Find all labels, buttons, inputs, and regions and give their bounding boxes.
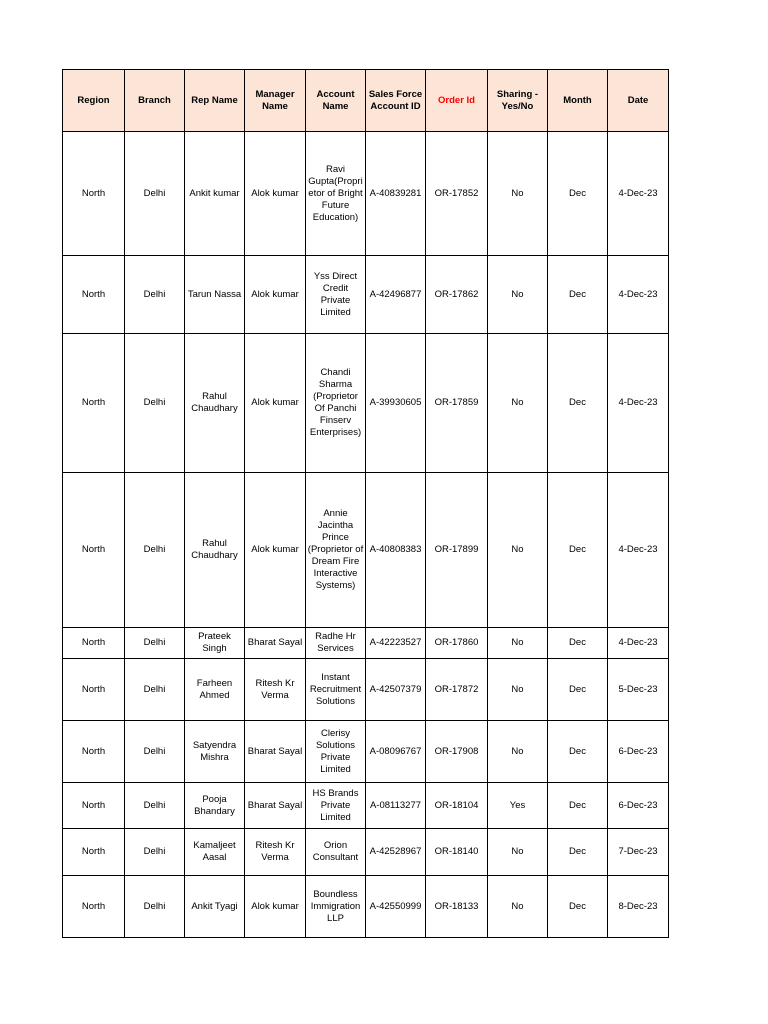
cell-rep-name: Rahul Chaudhary <box>185 334 245 473</box>
cell-region: North <box>63 132 125 256</box>
cell-branch: Delhi <box>125 659 185 721</box>
cell-date: 4-Dec-23 <box>608 628 669 659</box>
cell-sales-force-account-id: A-42550999 <box>366 876 426 938</box>
cell-account-name: Orion Consultant <box>306 829 366 876</box>
cell-sharing: No <box>488 334 548 473</box>
cell-sharing: No <box>488 659 548 721</box>
cell-month: Dec <box>548 473 608 628</box>
cell-manager-name: Bharat Sayal <box>245 721 306 783</box>
table-row <box>63 132 669 256</box>
table-row <box>63 256 669 334</box>
cell-manager-name: Ritesh Kr Verma <box>245 829 306 876</box>
cell-branch: Delhi <box>125 473 185 628</box>
cell-sales-force-account-id: A-42496877 <box>366 256 426 334</box>
table-row <box>63 473 669 628</box>
cell-order-id: OR-18104 <box>426 783 488 829</box>
cell-manager-name: Alok kumar <box>245 876 306 938</box>
header-rep-name: Rep Name <box>185 70 245 132</box>
cell-rep-name: Ankit kumar <box>185 132 245 256</box>
cell-sales-force-account-id: A-08113277 <box>366 783 426 829</box>
orders-table <box>62 69 669 938</box>
table-body <box>63 132 669 938</box>
cell-sharing: No <box>488 721 548 783</box>
cell-date: 8-Dec-23 <box>608 876 669 938</box>
cell-manager-name: Alok kumar <box>245 334 306 473</box>
cell-account-name: Radhe Hr Services <box>306 628 366 659</box>
table-row <box>63 783 669 829</box>
cell-manager-name: Bharat Sayal <box>245 628 306 659</box>
header-account-name: Account Name <box>306 70 366 132</box>
cell-rep-name: Tarun Nassa <box>185 256 245 334</box>
cell-region: North <box>63 783 125 829</box>
cell-order-id: OR-17862 <box>426 256 488 334</box>
cell-sharing: No <box>488 256 548 334</box>
cell-sales-force-account-id: A-08096767 <box>366 721 426 783</box>
cell-date: 6-Dec-23 <box>608 783 669 829</box>
cell-sharing: No <box>488 829 548 876</box>
table-row <box>63 628 669 659</box>
cell-sharing: No <box>488 132 548 256</box>
header-date: Date <box>608 70 669 132</box>
table-row <box>63 876 669 938</box>
cell-month: Dec <box>548 256 608 334</box>
cell-date: 5-Dec-23 <box>608 659 669 721</box>
cell-month: Dec <box>548 829 608 876</box>
cell-manager-name: Ritesh Kr Verma <box>245 659 306 721</box>
cell-date: 6-Dec-23 <box>608 721 669 783</box>
cell-manager-name: Alok kumar <box>245 473 306 628</box>
header-month: Month <box>548 70 608 132</box>
cell-branch: Delhi <box>125 876 185 938</box>
cell-account-name: Instant Recruitment Solutions <box>306 659 366 721</box>
cell-date: 7-Dec-23 <box>608 829 669 876</box>
cell-account-name: Chandi Sharma (Proprietor Of Panchi Finserv Enterprises) <box>306 334 366 473</box>
cell-rep-name: Rahul Chaudhary <box>185 473 245 628</box>
header-branch: Branch <box>125 70 185 132</box>
cell-sales-force-account-id: A-39930605 <box>366 334 426 473</box>
cell-branch: Delhi <box>125 334 185 473</box>
table-row <box>63 334 669 473</box>
cell-rep-name: Kamaljeet Aasal <box>185 829 245 876</box>
cell-account-name: Clerisy Solutions Private Limited <box>306 721 366 783</box>
cell-date: 4-Dec-23 <box>608 334 669 473</box>
cell-account-name: Annie Jacintha Prince (Proprietor of Dream Fire Interactive Systems) <box>306 473 366 628</box>
cell-account-name: Ravi Gupta(Proprietor of Bright Future Education) <box>306 132 366 256</box>
cell-branch: Delhi <box>125 783 185 829</box>
cell-month: Dec <box>548 721 608 783</box>
cell-branch: Delhi <box>125 256 185 334</box>
cell-order-id: OR-17872 <box>426 659 488 721</box>
cell-date: 4-Dec-23 <box>608 473 669 628</box>
header-sharing: Sharing - Yes/No <box>488 70 548 132</box>
cell-region: North <box>63 628 125 659</box>
cell-region: North <box>63 334 125 473</box>
cell-region: North <box>63 473 125 628</box>
header-manager-name: Manager Name <box>245 70 306 132</box>
cell-date: 4-Dec-23 <box>608 256 669 334</box>
cell-region: North <box>63 829 125 876</box>
cell-branch: Delhi <box>125 132 185 256</box>
cell-sales-force-account-id: A-42507379 <box>366 659 426 721</box>
cell-region: North <box>63 659 125 721</box>
cell-manager-name: Alok kumar <box>245 256 306 334</box>
table-row <box>63 659 669 721</box>
header-region: Region <box>63 70 125 132</box>
cell-month: Dec <box>548 132 608 256</box>
cell-branch: Delhi <box>125 829 185 876</box>
cell-order-id: OR-18133 <box>426 876 488 938</box>
header-order-id: Order Id <box>426 70 488 132</box>
cell-sharing: Yes <box>488 783 548 829</box>
cell-rep-name: Ankit Tyagi <box>185 876 245 938</box>
header-row <box>63 70 669 132</box>
cell-sharing: No <box>488 876 548 938</box>
table-row <box>63 721 669 783</box>
table-row <box>63 829 669 876</box>
cell-account-name: Yss Direct Credit Private Limited <box>306 256 366 334</box>
cell-month: Dec <box>548 659 608 721</box>
cell-sharing: No <box>488 473 548 628</box>
cell-date: 4-Dec-23 <box>608 132 669 256</box>
cell-account-name: Boundless Immigration LLP <box>306 876 366 938</box>
cell-rep-name: Prateek Singh <box>185 628 245 659</box>
cell-month: Dec <box>548 876 608 938</box>
cell-order-id: OR-17899 <box>426 473 488 628</box>
cell-branch: Delhi <box>125 721 185 783</box>
cell-sales-force-account-id: A-40839281 <box>366 132 426 256</box>
cell-sales-force-account-id: A-42528967 <box>366 829 426 876</box>
cell-month: Dec <box>548 334 608 473</box>
cell-rep-name: Farheen Ahmed <box>185 659 245 721</box>
cell-order-id: OR-18140 <box>426 829 488 876</box>
cell-order-id: OR-17908 <box>426 721 488 783</box>
cell-region: North <box>63 721 125 783</box>
cell-account-name: HS Brands Private Limited <box>306 783 366 829</box>
cell-sales-force-account-id: A-40808383 <box>366 473 426 628</box>
cell-order-id: OR-17860 <box>426 628 488 659</box>
cell-branch: Delhi <box>125 628 185 659</box>
cell-manager-name: Bharat Sayal <box>245 783 306 829</box>
cell-month: Dec <box>548 783 608 829</box>
cell-sales-force-account-id: A-42223527 <box>366 628 426 659</box>
cell-sharing: No <box>488 628 548 659</box>
header-sales-force-account-id: Sales Force Account ID <box>366 70 426 132</box>
cell-order-id: OR-17859 <box>426 334 488 473</box>
cell-region: North <box>63 256 125 334</box>
cell-order-id: OR-17852 <box>426 132 488 256</box>
cell-region: North <box>63 876 125 938</box>
cell-rep-name: Satyendra Mishra <box>185 721 245 783</box>
cell-rep-name: Pooja Bhandary <box>185 783 245 829</box>
cell-month: Dec <box>548 628 608 659</box>
cell-manager-name: Alok kumar <box>245 132 306 256</box>
